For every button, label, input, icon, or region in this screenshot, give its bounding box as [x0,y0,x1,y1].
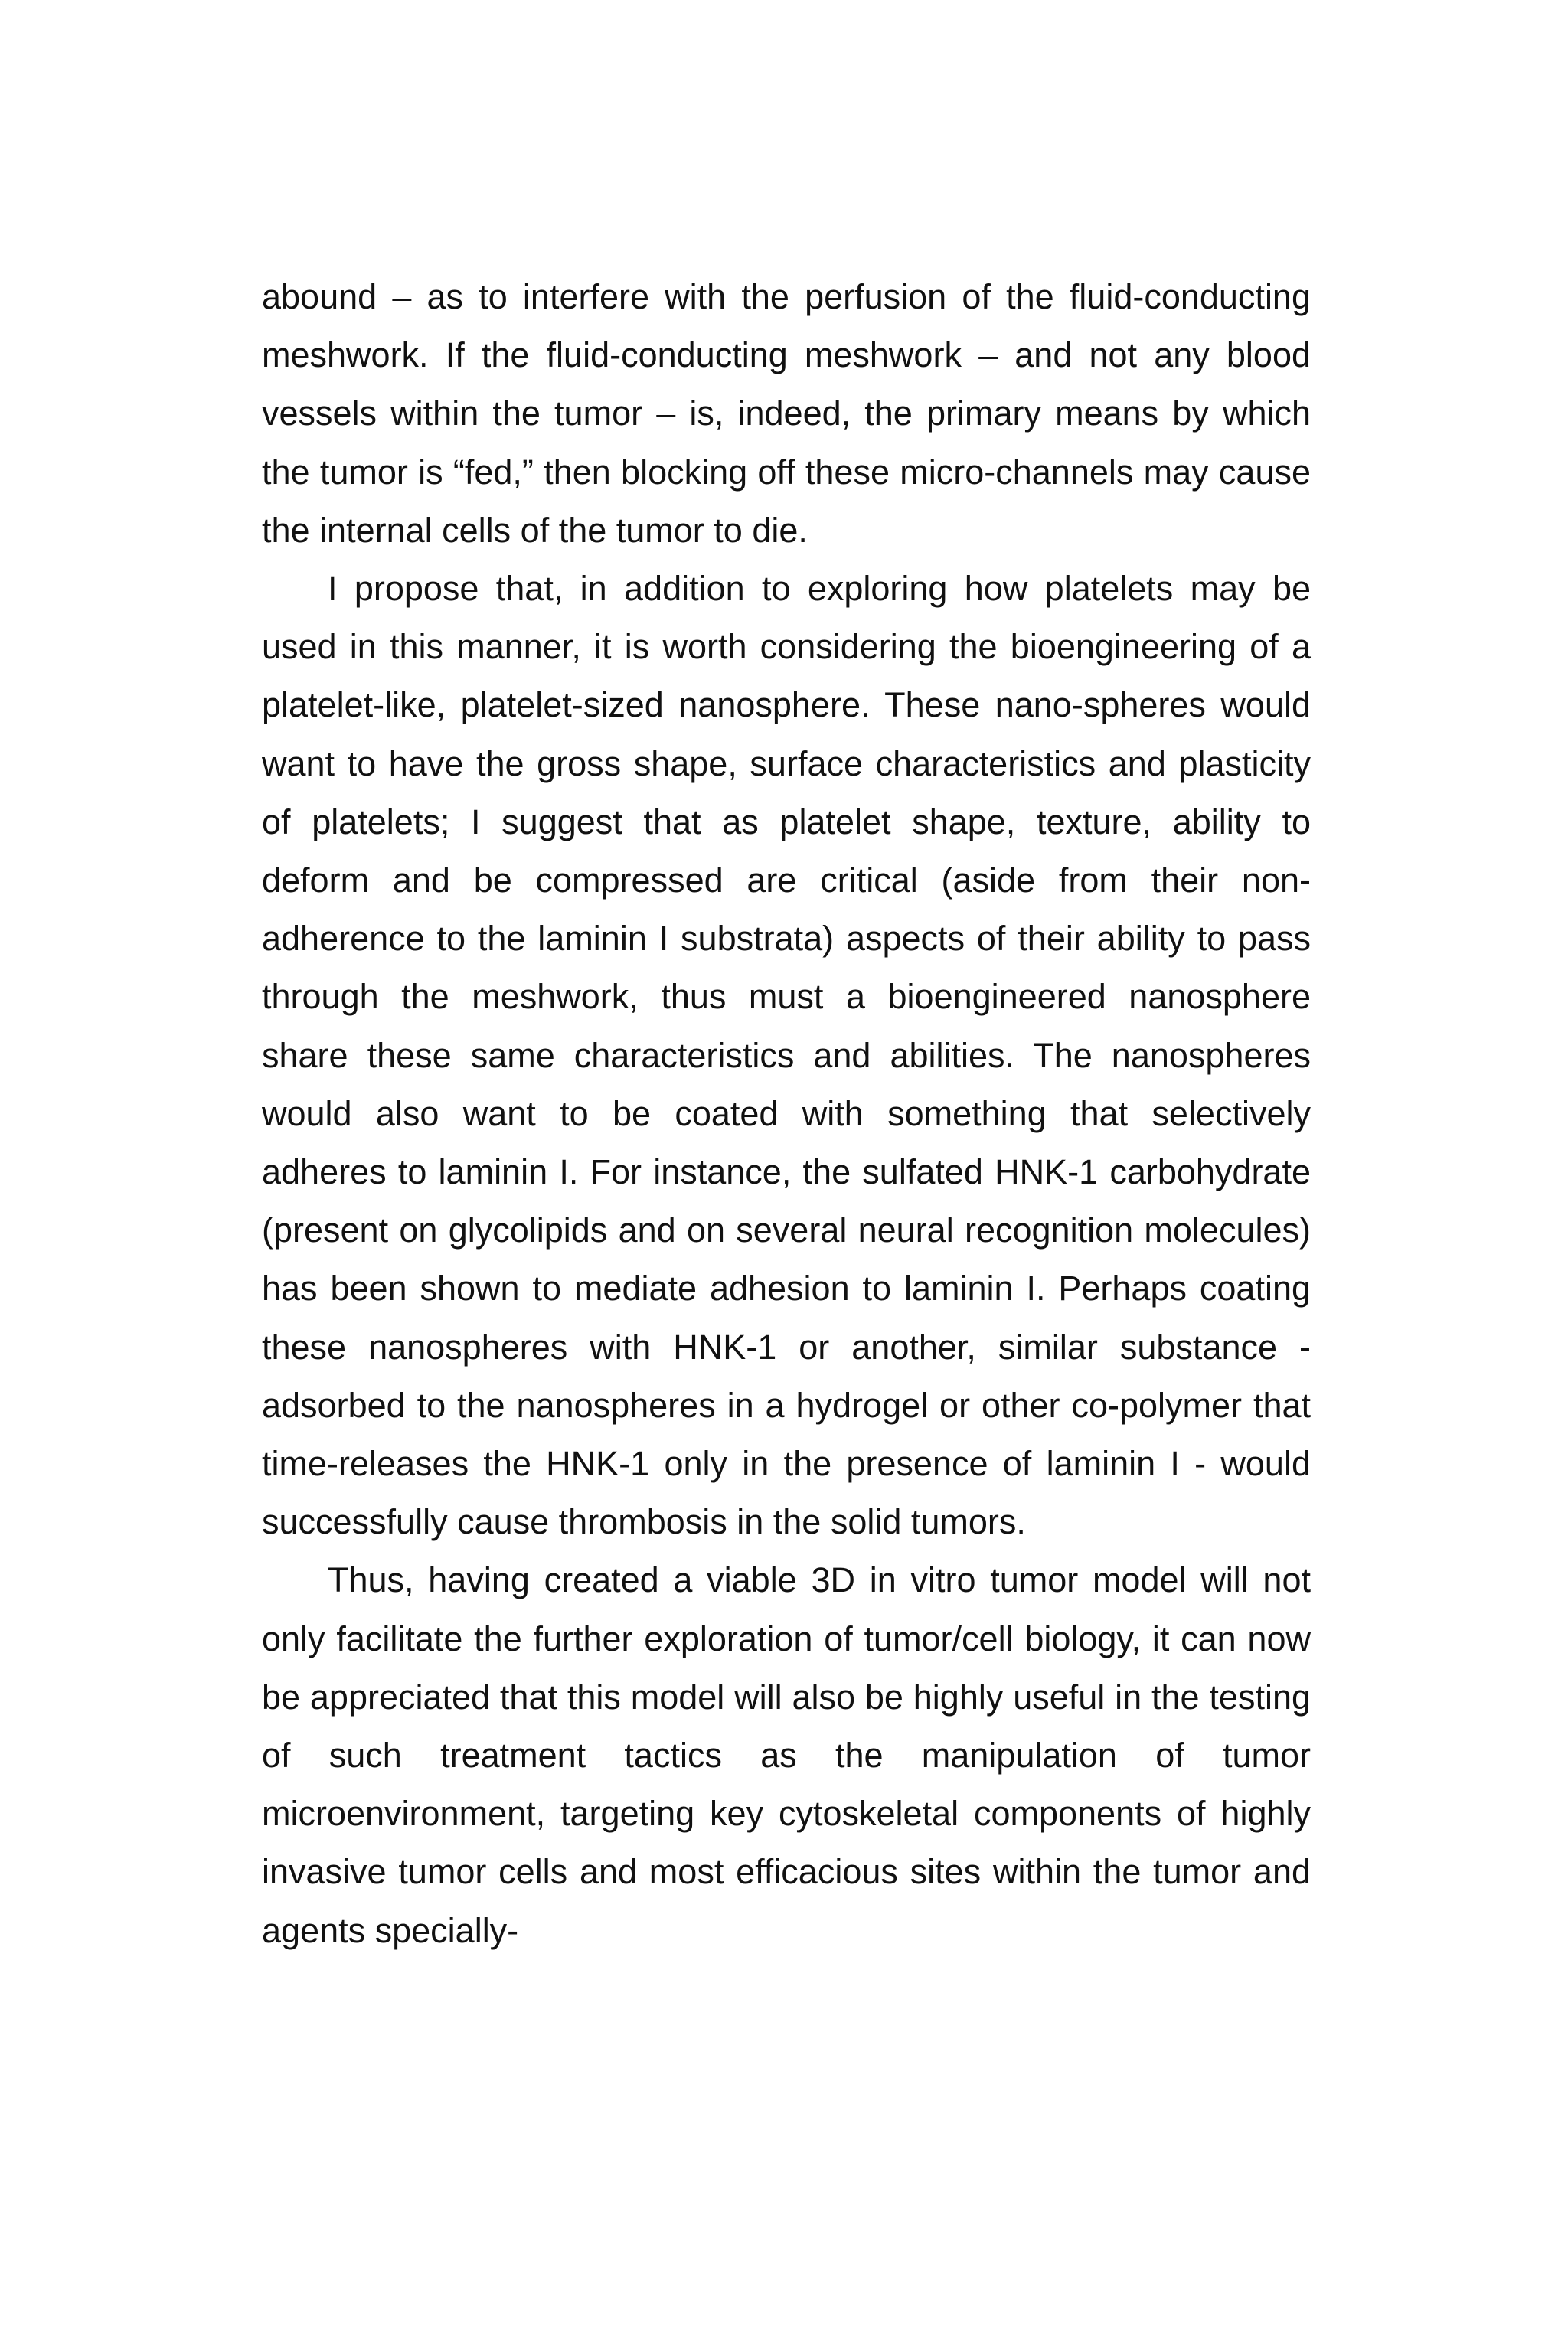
paragraph-1: abound – as to interfere with the perfusion of the fluid-conducting meshwork. If the fluid-conducting meshwork – and not any blood vessels within the tumor – is, indeed, the primary means by which the tumor is “fed,” then blocking off these micro-channels may cause the internal cells of the tumor to die. [262,277,1311,550]
paragraph-3: Thus, having created a viable 3D in vitro tumor model will not only facilitate the further exploration of tumor/cell biology, it can now be appreciated that this model will also be highly useful in the testing of such treatment tactics as the manipulation of tumor microenvironment, targeting key cytoskeletal components of highly invasive tumor cells and most efficacious sites within the tumor and agents specially- [262,1560,1311,1950]
body-text [262,268,1311,1960]
paragraph-2: I propose that, in addition to exploring how platelets may be used in this manner, it is worth considering the bioengineering of a platelet-like, platelet-sized nanosphere. These nano-spheres would want to have the gross shape, surface characteristics and plasticity of platelets; I suggest that as platelet shape, texture, ability to deform and be compressed are critical (aside from their non-adherence to the laminin I substrata) aspects of their ability to pass through the meshwork, thus must a bioengineered nanosphere share these same characteristics and abilities. The nanospheres would also want to be coated with something that selectively adheres to laminin I. For instance, the sulfated HNK-1 carbohydrate (present on glycolipids and on several neural recognition molecules) has been shown to mediate adhesion to laminin I. Perhaps coating these nanospheres with HNK-1 or another, similar substance - adsorbed to the nanospheres in a hydrogel or other co-polymer that time-releases the HNK-1 only in the presence of laminin I - would successfully cause thrombosis in the solid tumors. [262,569,1311,1542]
